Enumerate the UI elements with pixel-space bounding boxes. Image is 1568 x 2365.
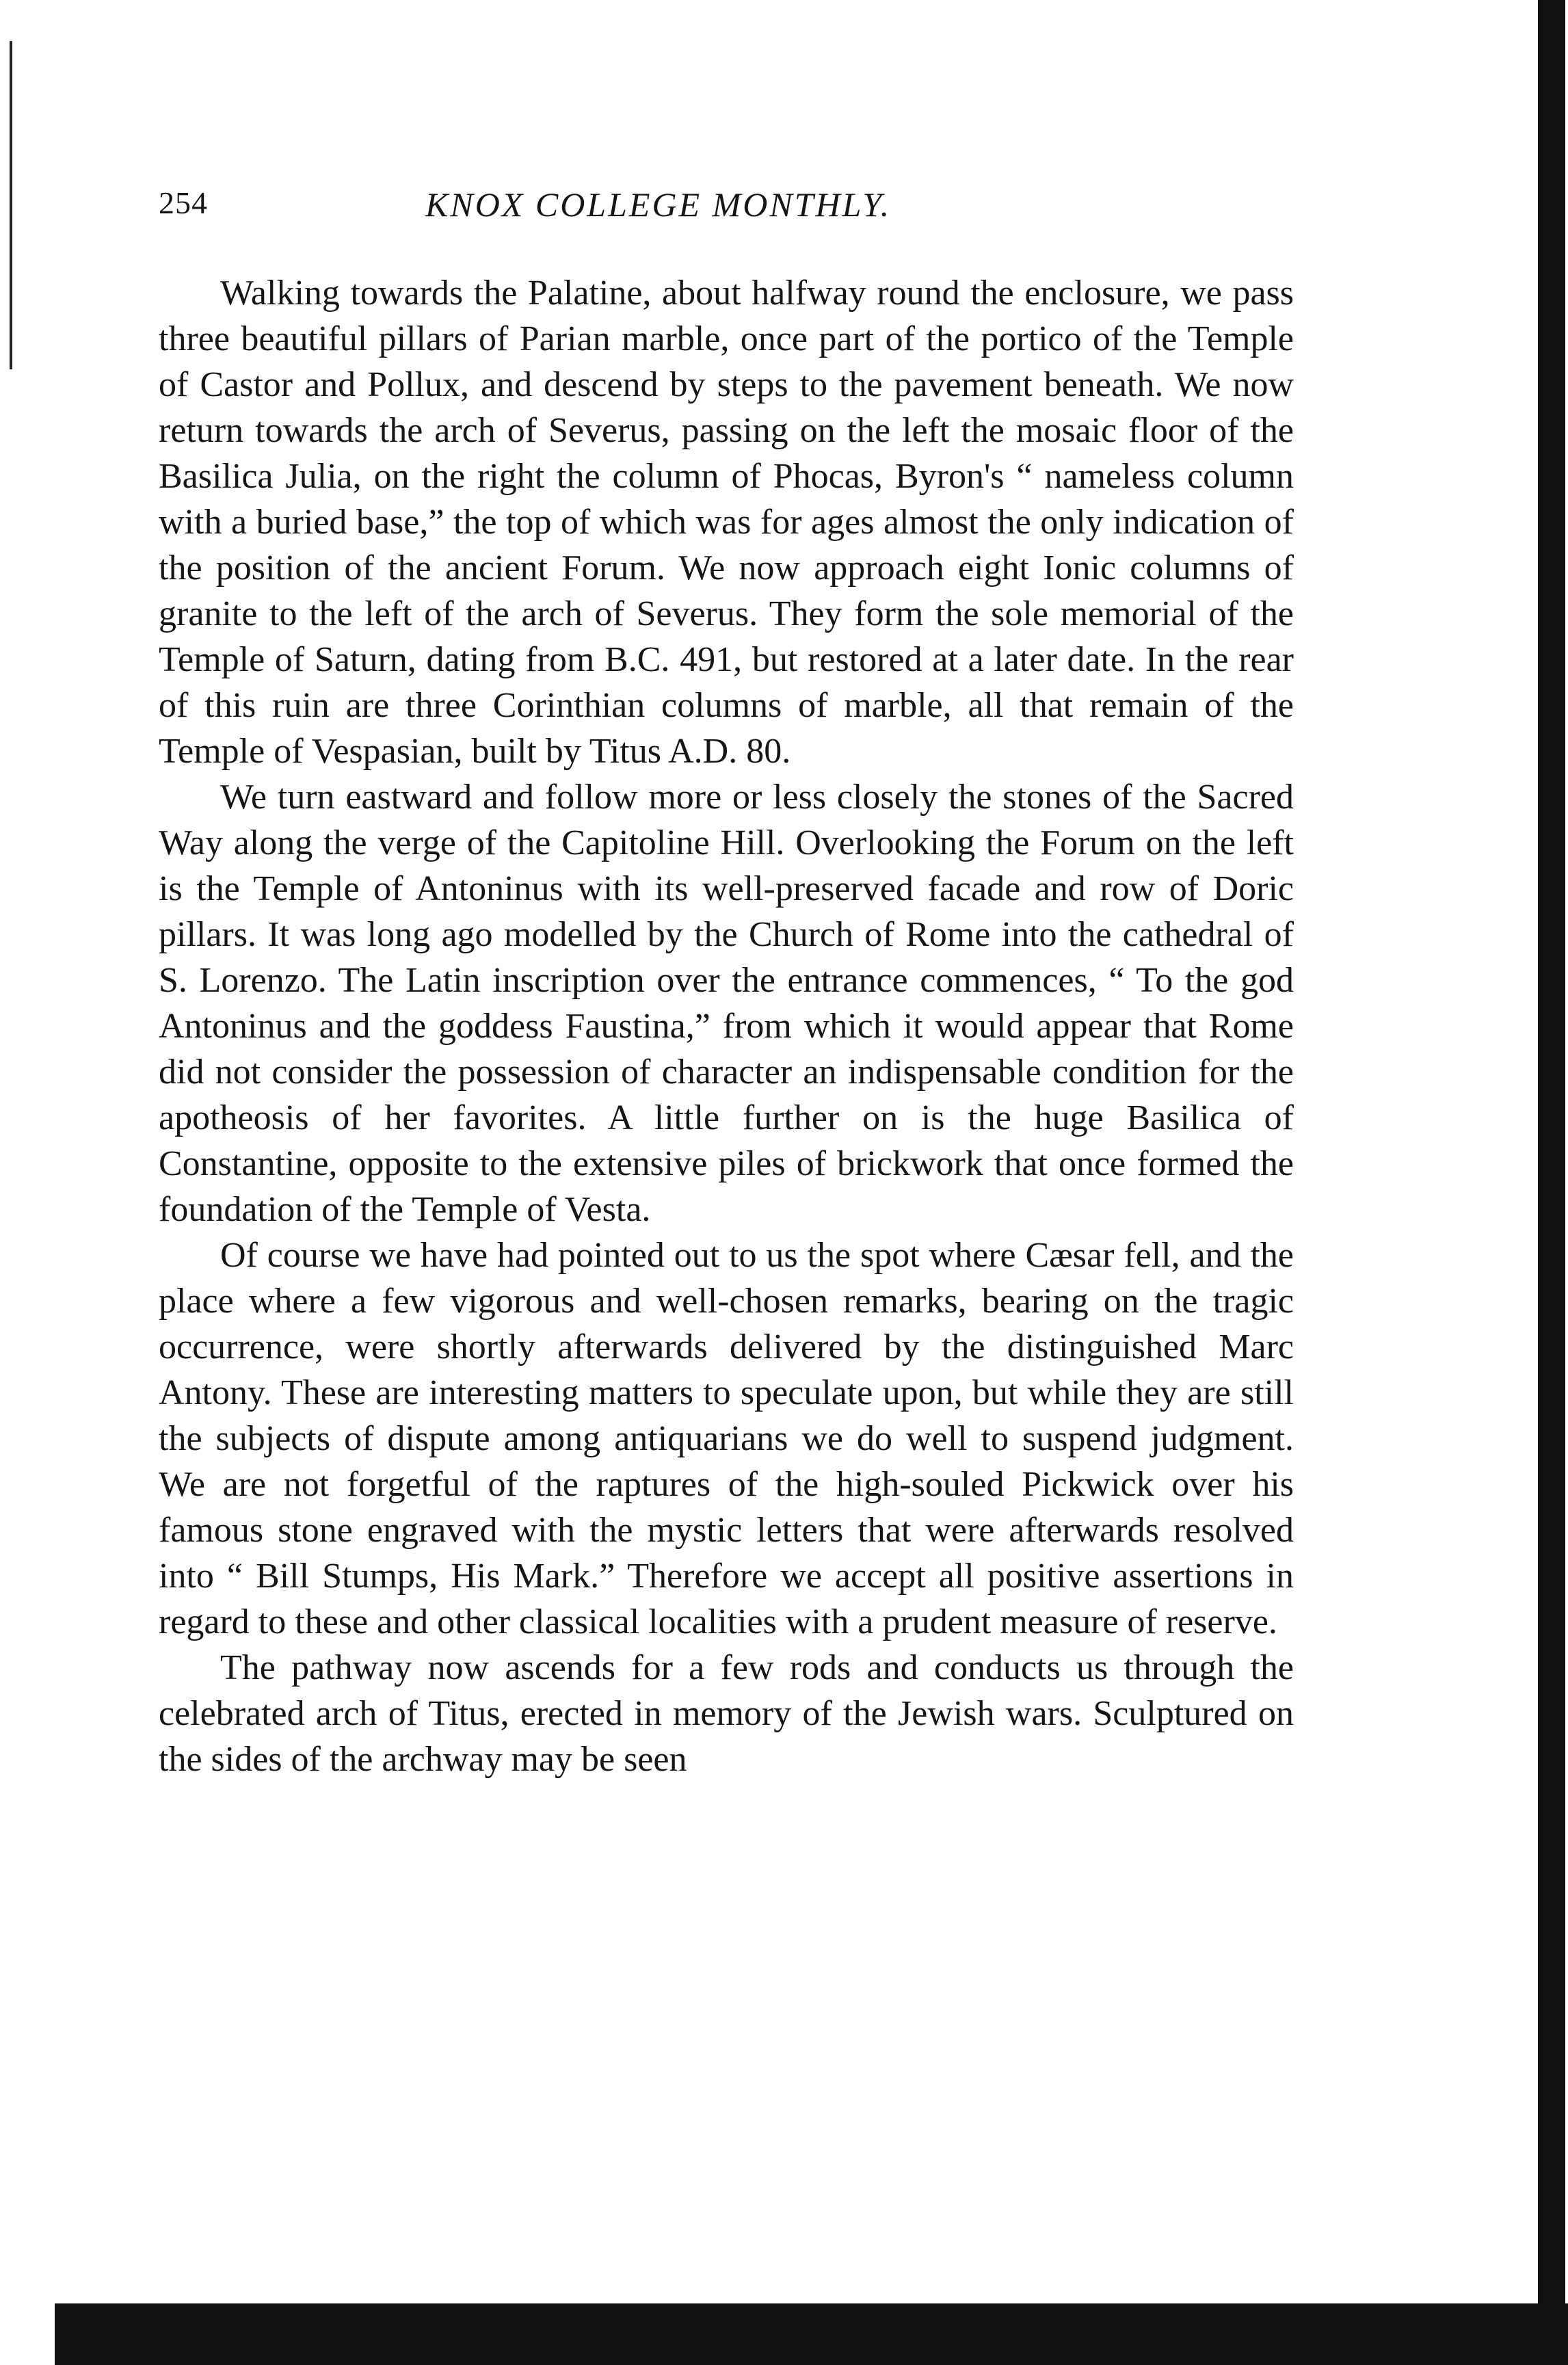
- paragraph-3: Of course we have had pointed out to us the spot where Cæsar fell, and the place where a few vigorous and well-chosen remarks, bearing on the tragic occurrence, were shortly afterwards delivered by the distinguished Marc Antony. These are interesting matters to speculate upon, but while they are still the subjects of dispute among antiquarians we do well to suspend judgment. We are not forgetful of the raptures of the high-souled Pickwick over his famous stone engraved with the mystic letters that were afterwards resolved into “ Bill Stumps, His Mark.” Therefore we accept all positive assertions in regard to these and other classical localities with a prudent measure of reserve.: [159, 1236, 1294, 1641]
- body-text: [159, 270, 1294, 1782]
- scan-edge-bottom: [55, 2303, 1568, 2365]
- page-header: [159, 185, 1307, 239]
- paragraph-1: Walking towards the Palatine, about halfway round the enclosure, we pass three beautiful pillars of Parian marble, once part of the portico of the Temple of Castor and Pollux, and descend by steps to the pavement beneath. We now return towards the arch of Severus, passing on the left the mosaic floor of the Basilica Julia, on the right the column of Phocas, Byron's “ nameless column with a buried base,” the top of which was for ages almost the only indication of the position of the ancient Forum. We now approach eight Ionic columns of granite to the left of the arch of Severus. They form the sole memorial of the Temple of Saturn, dating from B.C. 491, but restored at a later date. In the rear of this ruin are three Corinthian columns of marble, all that remain of the Temple of Vespasian, built by Titus A.D. 80.: [159, 274, 1294, 771]
- paragraph-2: We turn eastward and follow more or less closely the stones of the Sacred Way along the verge of the Capitoline Hill. Overlooking the Forum on the left is the Temple of Antoninus with its well-preserved facade and row of Doric pillars. It was long ago modelled by the Church of Rome into the cathedral of S. Lorenzo. The Latin inscription over the entrance commences, “ To the god Antoninus and the goddess Faustina,” from which it would appear that Rome did not consider the possession of character an indispensable condition for the apotheosis of her favorites. A little further on is the huge Basilica of Constantine, opposite to the extensive piles of brickwork that once formed the foundation of the Temple of Vesta.: [159, 778, 1294, 1229]
- running-title: KNOX COLLEGE MONTHLY.: [425, 185, 892, 224]
- page-number: 254: [159, 185, 208, 220]
- scan-edge-left: [10, 41, 12, 369]
- scan-edge-right: [1538, 0, 1565, 2365]
- paragraph-4: The pathway now ascends for a few rods and conducts us through the celebrated arch of Titus, erected in memory of the Jewish wars. Sculptured on the sides of the archway may be seen: [159, 1648, 1294, 1779]
